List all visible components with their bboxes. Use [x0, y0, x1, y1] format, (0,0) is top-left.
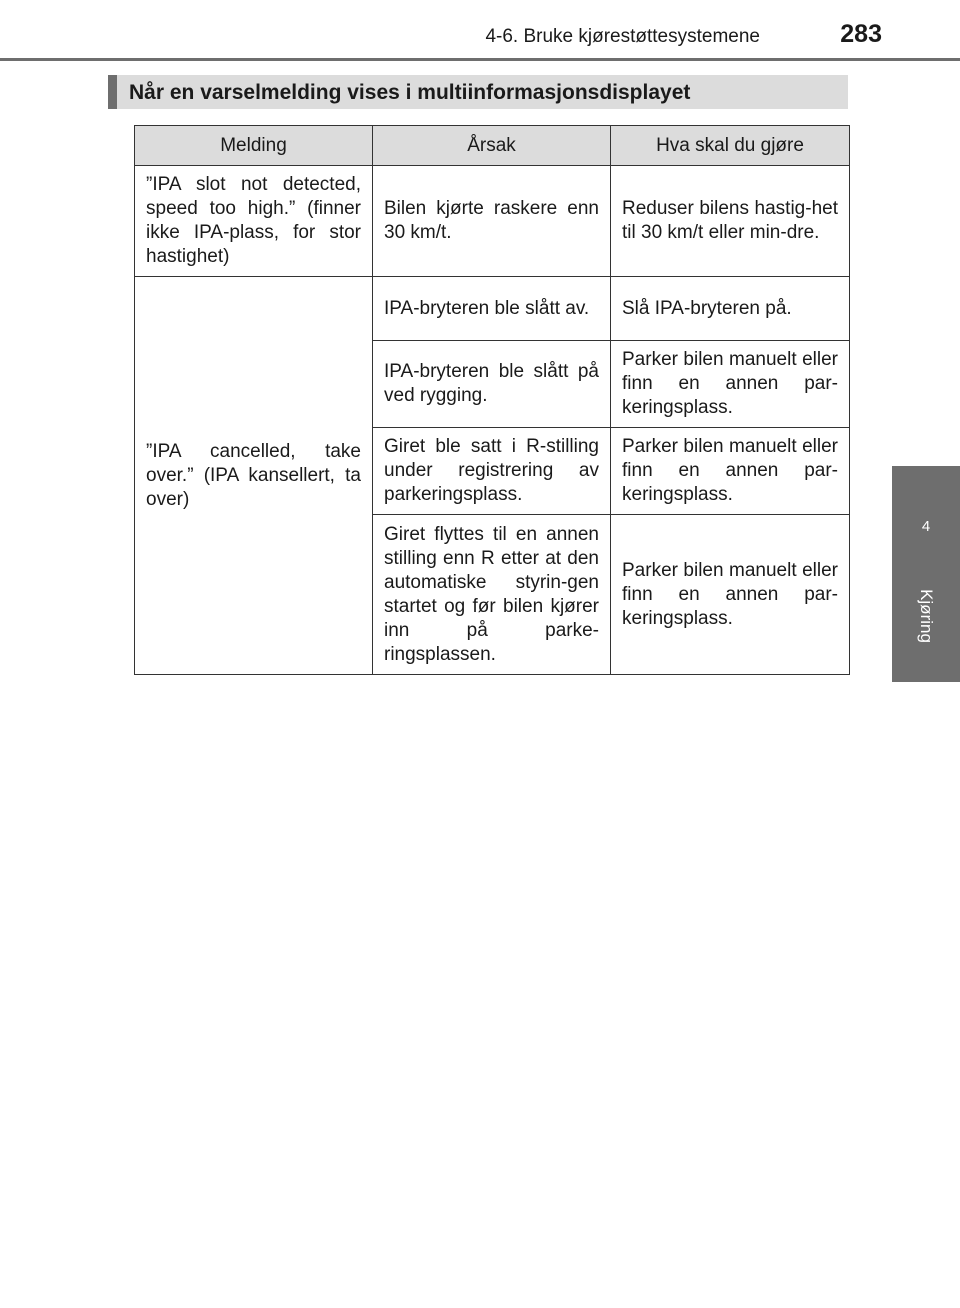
cause-cell: IPA-bryteren ble slått på ved rygging. [373, 341, 611, 428]
action-cell: Parker bilen manuelt eller finn en annen par-keringsplass. [611, 341, 850, 428]
section-heading-text: Når en varselmelding vises i multiinformasjonsdisplayet [129, 81, 691, 104]
chapter-label: Kjøring [917, 589, 936, 643]
table-row [135, 166, 850, 277]
column-header-cause: Årsak [373, 126, 611, 166]
table-header-row [135, 126, 850, 166]
cause-cell: Giret flyttes til en annen stilling enn R etter at den automatiske styrin-gen startet og før bilen kjører inn på parke-ringsplassen. [373, 515, 611, 675]
page-number: 283 [840, 20, 882, 48]
column-header-action: Hva skal du gjøre [611, 126, 850, 166]
chapter-side-tab [892, 466, 960, 682]
cause-cell: Giret ble satt i R-stilling under registrering av parkeringsplass. [373, 428, 611, 515]
action-cell: Slå IPA-bryteren på. [611, 277, 850, 341]
chapter-number: 4 [921, 518, 931, 535]
section-heading [108, 75, 848, 109]
action-cell: Parker bilen manuelt eller finn en annen par-keringsplass. [611, 428, 850, 515]
cause-cell: Bilen kjørte raskere enn 30 km/t. [373, 166, 611, 277]
warning-message-table [134, 125, 850, 675]
column-header-message: Melding [135, 126, 373, 166]
message-cell: ”IPA cancelled, take over.” (IPA kansellert, ta over) [135, 277, 373, 675]
action-cell: Reduser bilens hastig-het til 30 km/t eller min-dre. [611, 166, 850, 277]
action-cell: Parker bilen manuelt eller finn en annen par-keringsplass. [611, 515, 850, 675]
message-cell: ”IPA slot not detected, speed too high.” (finner ikke IPA-plass, for stor hastighet) [135, 166, 373, 277]
table-row [135, 277, 850, 341]
cause-cell: IPA-bryteren ble slått av. [373, 277, 611, 341]
running-header-title: 4-6. Bruke kjørestøttesystemene [485, 26, 760, 47]
header-rule [0, 58, 960, 61]
